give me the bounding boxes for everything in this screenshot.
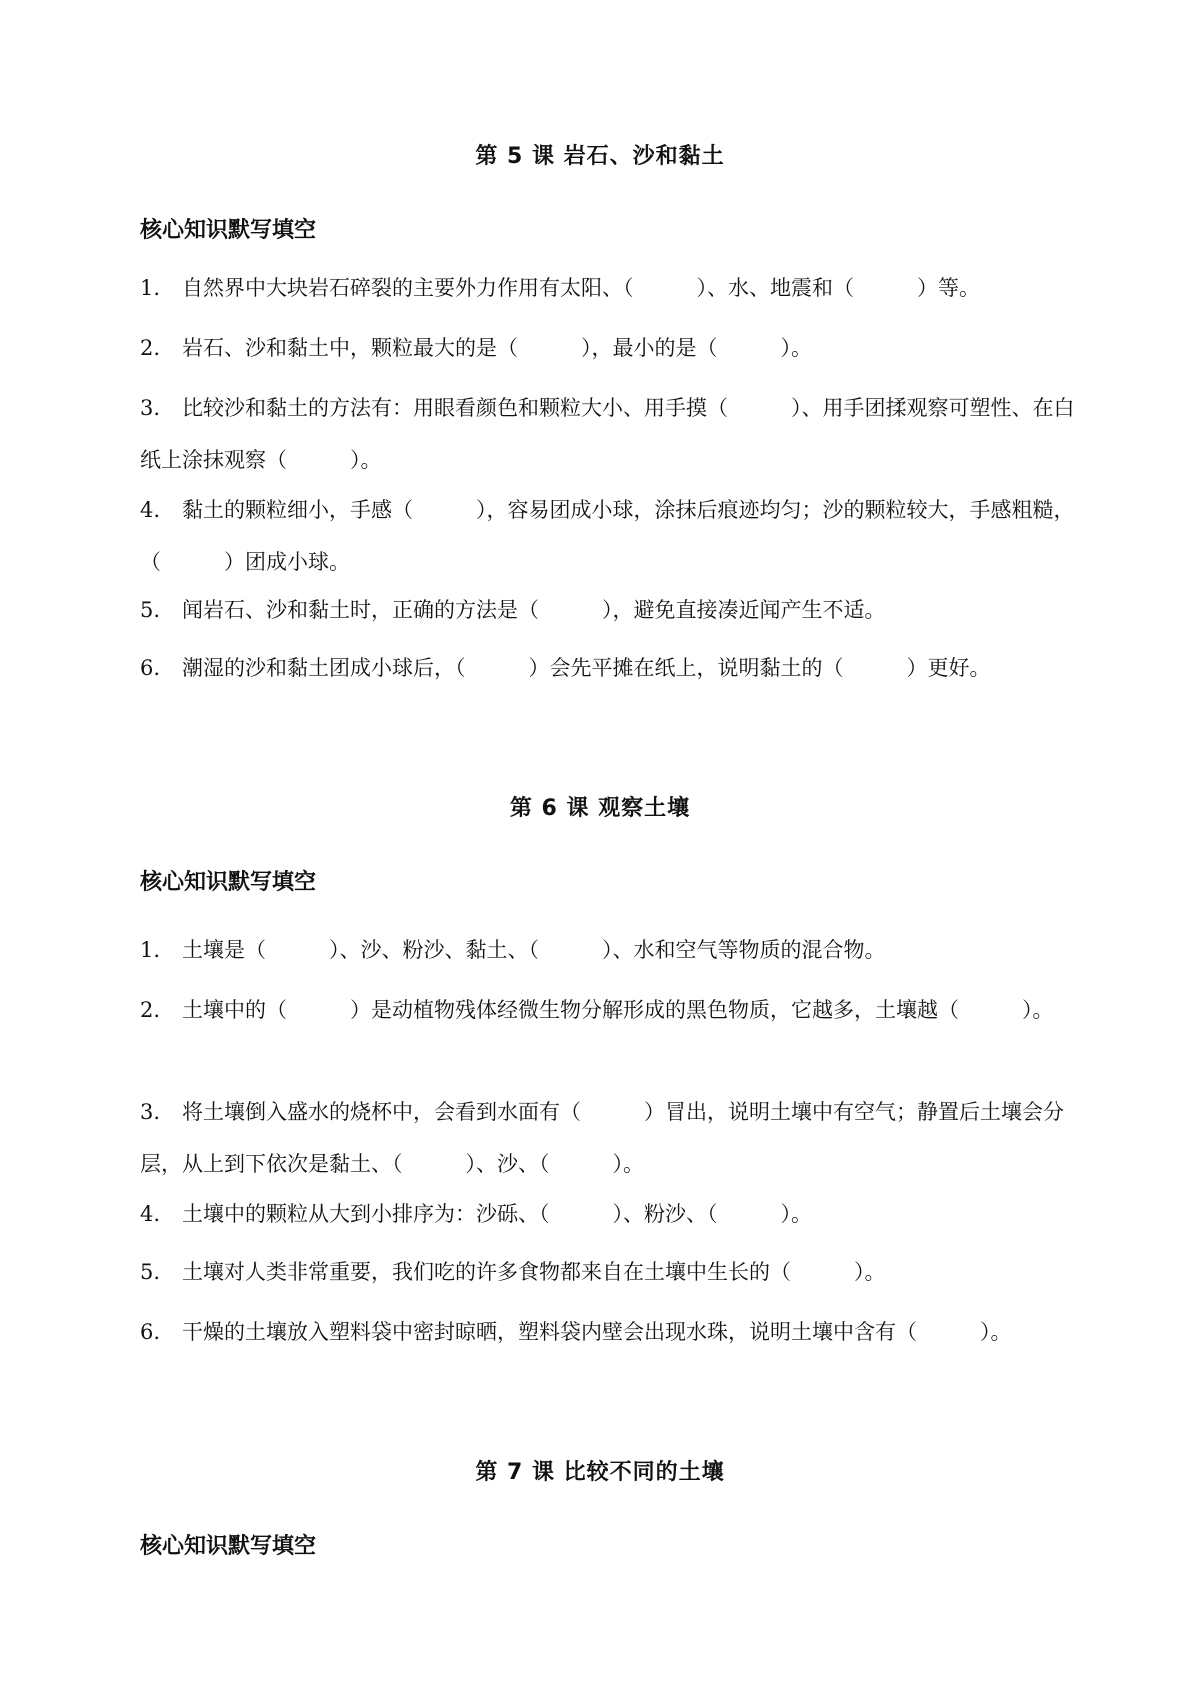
lesson-5-question-5	[140, 584, 1080, 636]
question-number: 3.	[140, 396, 161, 420]
question-number: 2.	[140, 998, 161, 1022]
question-text: 将土壤倒入盛水的烧杯中，会看到水面有（ ）冒出，说明土壤中有空气；静置后土壤会分层，从上到下依次是黏土、（ ）、沙、（ ）。	[140, 1100, 1064, 1176]
question-number: 3.	[140, 1100, 161, 1124]
lesson-6-question-4	[140, 1188, 1080, 1240]
question-text: 闻岩石、沙和黏土时，正确的方法是（ ），避免直接凑近闻产生不适。	[182, 598, 886, 622]
lesson-5-question-3	[140, 382, 1080, 486]
lesson-6-question-1	[140, 924, 1080, 976]
question-text: 比较沙和黏土的方法有：用眼看颜色和颗粒大小、用手摸（ ）、用手团揉观察可塑性、在白纸上涂抹观察（ ）。	[140, 396, 1075, 472]
question-number: 1.	[140, 938, 161, 962]
question-number: 2.	[140, 336, 161, 360]
lesson-6-heading: 核心知识默写填空	[140, 870, 317, 895]
question-text: 土壤对人类非常重要，我们吃的许多食物都来自在土壤中生长的（ ）。	[182, 1260, 886, 1284]
question-text: 干燥的土壤放入塑料袋中密封晾晒，塑料袋内壁会出现水珠，说明土壤中含有（ ）。	[182, 1320, 1012, 1344]
lesson-5-question-6	[140, 642, 1080, 694]
question-text: 岩石、沙和黏土中，颗粒最大的是（ ），最小的是（ ）。	[182, 336, 812, 360]
question-number: 4.	[140, 498, 161, 522]
lesson-6-title: 第 6 课 观察土壤	[509, 796, 691, 821]
question-text: 黏土的颗粒细小，手感（ ），容易团成小球，涂抹后痕迹均匀；沙的颗粒较大，手感粗糙，（ ）团成小球。	[140, 498, 1075, 574]
lesson-5-question-1	[140, 262, 1080, 314]
lesson-7-title: 第 7 课 比较不同的土壤	[475, 1460, 725, 1485]
question-text: 土壤中的（ ）是动植物残体经微生物分解形成的黑色物质，它越多，土壤越（ ）。	[182, 998, 1054, 1022]
question-number: 5.	[140, 1260, 161, 1284]
question-number: 6.	[140, 1320, 161, 1344]
question-number: 1.	[140, 276, 161, 300]
lesson-5-heading: 核心知识默写填空	[140, 218, 317, 243]
question-text: 潮湿的沙和黏土团成小球后，（ ）会先平摊在纸上，说明黏土的（ ）更好。	[182, 656, 991, 680]
lesson-6-question-5	[140, 1246, 1080, 1298]
lesson-6-question-6	[140, 1306, 1080, 1358]
question-text: 自然界中大块岩石碎裂的主要外力作用有太阳、（ ）、水、地震和（ ）等。	[182, 276, 980, 300]
question-number: 6.	[140, 656, 161, 680]
lesson-6-question-2	[140, 984, 1080, 1036]
lesson-5-question-4	[140, 484, 1080, 588]
question-number: 4.	[140, 1202, 161, 1226]
lesson-7-heading: 核心知识默写填空	[140, 1534, 317, 1559]
question-text: 土壤中的颗粒从大到小排序为：沙砾、（ ）、粉沙、（ ）。	[182, 1202, 812, 1226]
question-text: 土壤是（ ）、沙、粉沙、黏土、（ ）、水和空气等物质的混合物。	[182, 938, 886, 962]
lesson-5-question-2	[140, 322, 1080, 374]
question-number: 5.	[140, 598, 161, 622]
lesson-6-question-3	[140, 1086, 1080, 1190]
lesson-5-title: 第 5 课 岩石、沙和黏土	[475, 144, 725, 169]
